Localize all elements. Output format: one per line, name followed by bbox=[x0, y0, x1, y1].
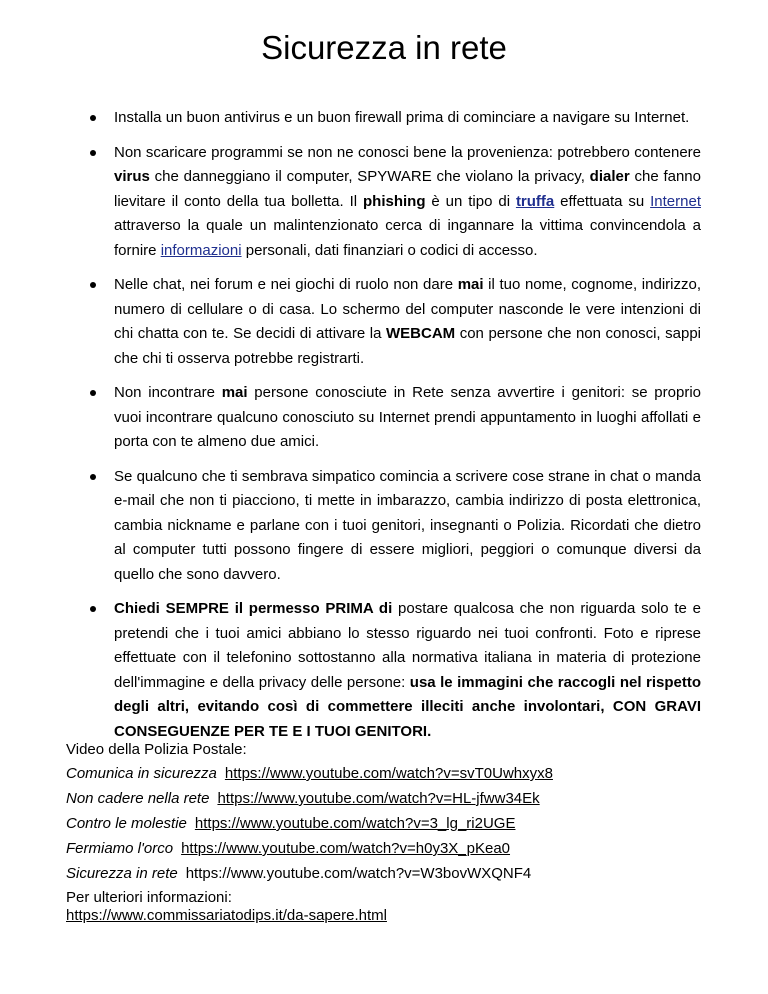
tip-text: Se qualcuno che ti sembrava simpatico comincia a scrivere cose strane in chat o manda e-mail che non ti piacciono, ti mette in imbarazzo, cambia indirizzo di posta elettronica, cambia nickname e parlane con i tuoi genitori, insegnanti o Polizia. Ricordati che dietro al computer tutti possono fingere di essere migliori, peggiori o comunque diversi da quello che sono davvero. bbox=[114, 467, 701, 583]
tip-bold-text: usa le immagini che raccogli nel rispetto degli altri, evitando così di commettere illeciti anche involontari, CON GRAVI CONSEGUENZE PER TE E I TUOI GENITORI. bbox=[114, 673, 701, 740]
tip-text: che fanno lievitare il conto della tua bolletta. Il bbox=[114, 168, 701, 210]
tip-text: Installa un buon antivirus e un buon firewall prima di cominciare a navigare su Internet. bbox=[114, 109, 690, 126]
tip-text: che danneggiano il computer, SPYWARE che violano la privacy, bbox=[149, 168, 590, 185]
tip-text: personali, dati finanziari o codici di accesso. bbox=[241, 241, 538, 259]
video-row bbox=[66, 814, 726, 834]
page-title: Sicurezza in rete bbox=[261, 29, 507, 66]
video-name: Comunica in sicurezza bbox=[66, 765, 217, 782]
video-name: Sicurezza in rete bbox=[66, 865, 178, 882]
safety-tips-list bbox=[114, 106, 701, 754]
tip-text: Non scaricare programmi se non ne conosci bene la provenienza: potrebbero contenere bbox=[114, 143, 701, 161]
tip-text: persone conosciute in Rete senza avvertire i genitori: se proprio vuoi incontrare qualcuno conosciuto su Internet prendi appuntamento in luoghi affollati e porta con te almeno due amici. bbox=[114, 384, 701, 450]
more-info bbox=[66, 889, 726, 925]
video-section bbox=[66, 740, 726, 925]
tip-text: con persone che non conosci, sappi che chi ti osserva potrebbe registrarti. bbox=[114, 325, 701, 367]
tip-text: Nelle chat, nei forum e nei giochi di ruolo non dare bbox=[114, 276, 458, 293]
tip-download bbox=[114, 141, 701, 264]
term-virus: virus bbox=[114, 168, 150, 185]
tip-text: è un tipo di bbox=[425, 192, 516, 210]
more-info-label: Per ulteriori informazioni: bbox=[66, 889, 232, 906]
more-info-link[interactable]: https://www.commissariatodips.it/da-sapere.html bbox=[66, 907, 387, 924]
tip-bold-text: Chiedi SEMPRE il permesso PRIMA di bbox=[114, 600, 393, 617]
video-row bbox=[66, 864, 726, 884]
video-name: Fermiamo l'orco bbox=[66, 840, 174, 857]
link-internet[interactable]: Internet bbox=[650, 192, 701, 210]
term-dialer: dialer bbox=[589, 168, 630, 185]
video-row bbox=[66, 789, 726, 809]
term-mai: mai bbox=[457, 276, 484, 293]
video-link[interactable]: https://www.youtube.com/watch?v=svT0Uwhxyx8 bbox=[224, 765, 553, 782]
tip-text: effettuata su bbox=[554, 192, 651, 210]
video-row bbox=[66, 839, 726, 859]
video-name: Non cadere nella rete bbox=[66, 790, 210, 807]
tip-text: il tuo nome, cognome, indirizzo, numero di cellulare o di casa. Lo schermo del computer nasconde le vere intenzioni di chi chatta con te. Se decidi di attivare la bbox=[114, 276, 701, 342]
tip-antivirus bbox=[114, 106, 701, 131]
term-webcam: WEBCAM bbox=[386, 325, 456, 342]
video-url-text: https://www.youtube.com/watch?v=W3bovWXQNF4 bbox=[185, 865, 532, 882]
term-phishing: phishing bbox=[363, 192, 426, 210]
video-row bbox=[66, 764, 726, 784]
link-truffa[interactable]: truffa bbox=[515, 192, 555, 210]
tip-text: Non incontrare bbox=[114, 384, 222, 401]
tip-meeting bbox=[114, 381, 701, 455]
tip-text: attraverso la quale un malintenzionato cerca di ingannare la vittima convincendola a fornire bbox=[114, 217, 701, 259]
video-heading: Video della Polizia Postale: bbox=[66, 741, 247, 758]
tip-chat bbox=[114, 273, 701, 371]
video-link[interactable]: https://www.youtube.com/watch?v=HL-jfww34Ek bbox=[217, 790, 540, 807]
tip-permission bbox=[114, 597, 701, 744]
video-link[interactable]: https://www.youtube.com/watch?v=h0y3X_pKea0 bbox=[181, 840, 511, 857]
tip-text: postare qualcosa che non riguarda solo te e pretendi che i tuoi amici abbiano lo stesso riguardo nei tuoi confronti. Foto e riprese effettuate con il telefonino sottostanno alla normativa italiana in materia di protezione dell'immagine e della privacy delle persone: bbox=[114, 600, 701, 691]
term-mai: mai bbox=[221, 384, 248, 401]
video-name: Contro le molestie bbox=[66, 815, 187, 832]
video-link[interactable]: https://www.youtube.com/watch?v=3_lg_ri2UGE bbox=[194, 815, 516, 832]
link-informazioni[interactable]: informazioni bbox=[160, 241, 242, 259]
tip-strange-behavior bbox=[114, 465, 701, 588]
